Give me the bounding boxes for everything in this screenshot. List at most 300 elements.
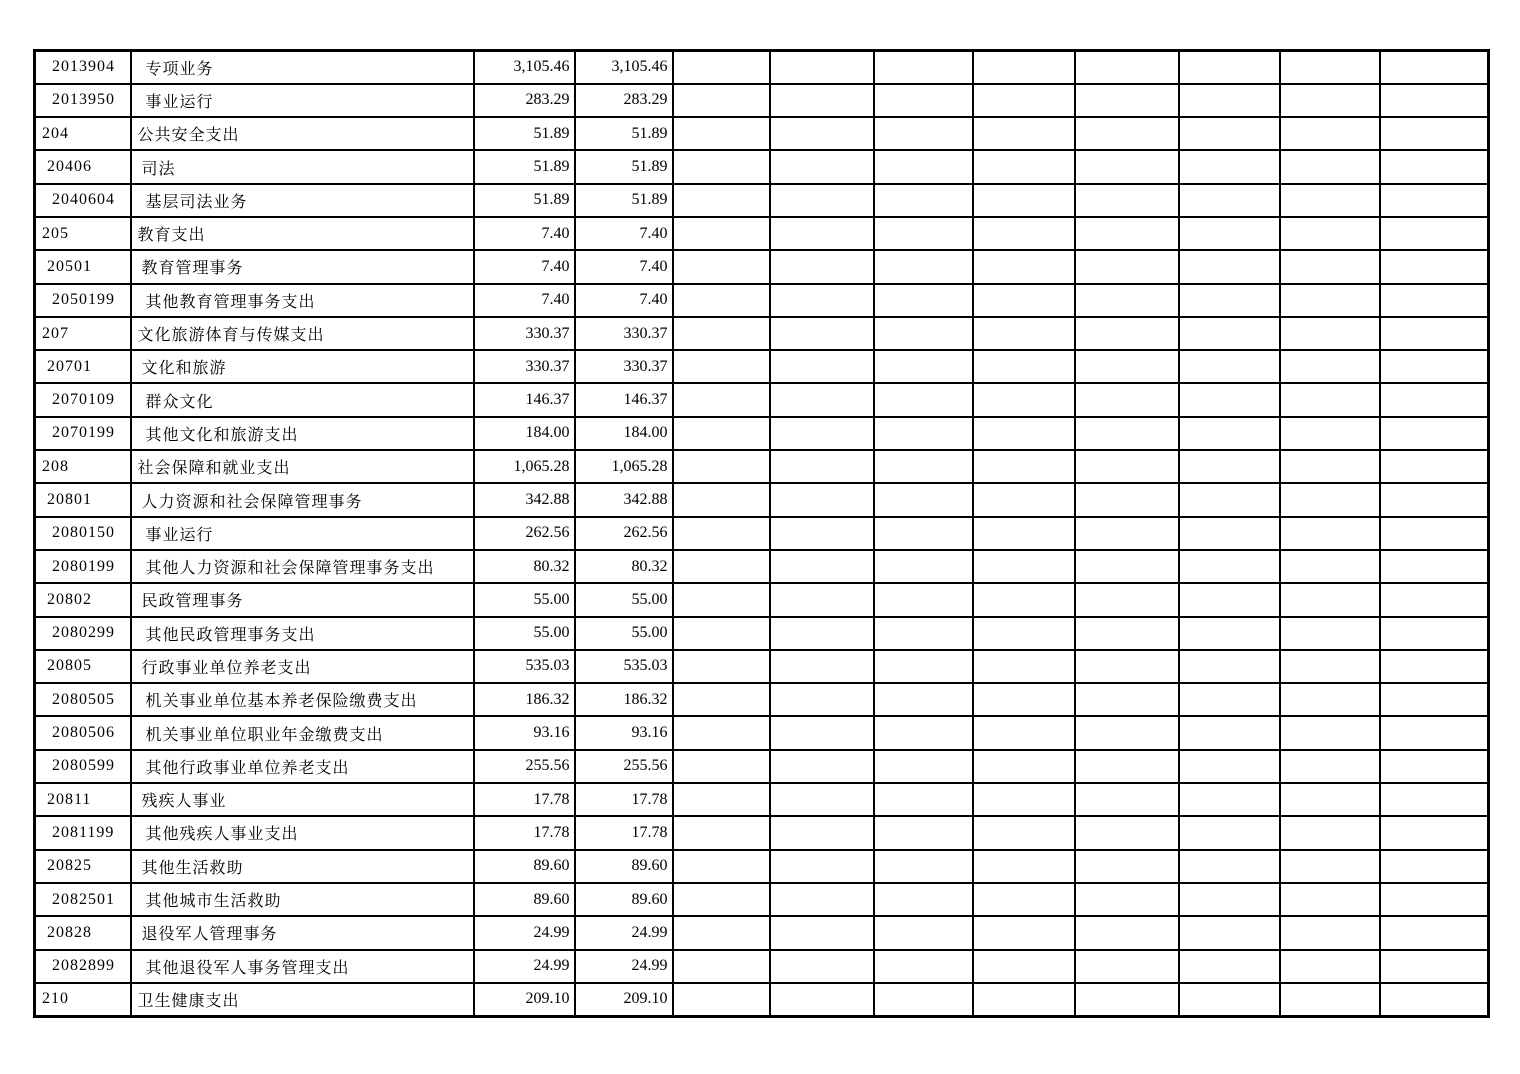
- row-amount-col1: 262.56: [474, 517, 575, 550]
- empty-cell: [770, 850, 874, 883]
- empty-cell: [973, 350, 1075, 383]
- row-amount-col2: 146.37: [575, 383, 673, 416]
- empty-cell: [1075, 650, 1179, 683]
- empty-cell: [1179, 816, 1280, 849]
- empty-cell: [1280, 983, 1380, 1016]
- empty-cell: [973, 284, 1075, 317]
- empty-cell: [1280, 750, 1380, 783]
- row-description: 事业运行: [131, 84, 474, 117]
- empty-cell: [673, 517, 770, 550]
- table-row: [35, 750, 1489, 783]
- empty-cell: [770, 916, 874, 949]
- empty-cell: [1280, 816, 1380, 849]
- row-amount-col2: 342.88: [575, 483, 673, 516]
- empty-cell: [1380, 850, 1489, 883]
- row-description: 其他行政事业单位养老支出: [131, 750, 474, 783]
- empty-cell: [1280, 117, 1380, 150]
- row-description: 退役军人管理事务: [131, 916, 474, 949]
- empty-cell: [1380, 117, 1489, 150]
- row-amount-col1: 255.56: [474, 750, 575, 783]
- empty-cell: [1380, 583, 1489, 616]
- empty-cell: [874, 284, 973, 317]
- empty-cell: [874, 317, 973, 350]
- empty-cell: [1179, 750, 1280, 783]
- row-code: 20828: [35, 916, 131, 949]
- empty-cell: [1179, 483, 1280, 516]
- row-amount-col2: 262.56: [575, 517, 673, 550]
- table-row: [35, 417, 1489, 450]
- row-amount-col2: 17.78: [575, 783, 673, 816]
- row-amount-col1: 330.37: [474, 350, 575, 383]
- empty-cell: [673, 983, 770, 1016]
- row-amount-col1: 186.32: [474, 683, 575, 716]
- empty-cell: [1380, 816, 1489, 849]
- empty-cell: [673, 683, 770, 716]
- empty-cell: [874, 517, 973, 550]
- empty-cell: [1075, 716, 1179, 749]
- row-amount-col2: 89.60: [575, 883, 673, 916]
- empty-cell: [770, 150, 874, 183]
- empty-cell: [1280, 916, 1380, 949]
- row-code: 2080299: [35, 617, 131, 650]
- empty-cell: [874, 350, 973, 383]
- row-amount-col1: 7.40: [474, 284, 575, 317]
- empty-cell: [770, 317, 874, 350]
- empty-cell: [973, 750, 1075, 783]
- empty-cell: [1075, 883, 1179, 916]
- empty-cell: [1179, 716, 1280, 749]
- table-row: [35, 783, 1489, 816]
- empty-cell: [770, 450, 874, 483]
- empty-cell: [673, 583, 770, 616]
- empty-cell: [770, 250, 874, 283]
- row-amount-col2: 55.00: [575, 617, 673, 650]
- empty-cell: [1179, 383, 1280, 416]
- table-row: [35, 284, 1489, 317]
- empty-cell: [973, 150, 1075, 183]
- row-code: 2082899: [35, 950, 131, 983]
- row-code: 20802: [35, 583, 131, 616]
- empty-cell: [1179, 317, 1280, 350]
- empty-cell: [673, 816, 770, 849]
- empty-cell: [1380, 150, 1489, 183]
- row-code: 20811: [35, 783, 131, 816]
- empty-cell: [874, 550, 973, 583]
- empty-cell: [1280, 284, 1380, 317]
- empty-cell: [1280, 483, 1380, 516]
- row-code: 2040604: [35, 184, 131, 217]
- empty-cell: [1179, 450, 1280, 483]
- row-description: 残疾人事业: [131, 783, 474, 816]
- empty-cell: [973, 84, 1075, 117]
- row-code: 205: [35, 217, 131, 250]
- empty-cell: [673, 850, 770, 883]
- empty-cell: [673, 550, 770, 583]
- empty-cell: [1075, 350, 1179, 383]
- empty-cell: [1179, 583, 1280, 616]
- empty-cell: [1280, 417, 1380, 450]
- empty-cell: [973, 450, 1075, 483]
- row-amount-col1: 7.40: [474, 250, 575, 283]
- empty-cell: [1075, 51, 1179, 84]
- table-body: [35, 51, 1489, 1017]
- empty-cell: [1179, 650, 1280, 683]
- row-amount-col2: 51.89: [575, 150, 673, 183]
- row-description: 人力资源和社会保障管理事务: [131, 483, 474, 516]
- row-amount-col2: 55.00: [575, 583, 673, 616]
- empty-cell: [874, 883, 973, 916]
- row-description: 专项业务: [131, 51, 474, 84]
- empty-cell: [1075, 117, 1179, 150]
- empty-cell: [1380, 383, 1489, 416]
- empty-cell: [673, 217, 770, 250]
- empty-cell: [1280, 650, 1380, 683]
- empty-cell: [1380, 650, 1489, 683]
- empty-cell: [973, 184, 1075, 217]
- row-description: 教育管理事务: [131, 250, 474, 283]
- row-description: 教育支出: [131, 217, 474, 250]
- empty-cell: [874, 383, 973, 416]
- empty-cell: [1380, 550, 1489, 583]
- empty-cell: [1075, 550, 1179, 583]
- table-row: [35, 816, 1489, 849]
- empty-cell: [874, 417, 973, 450]
- table-row: [35, 250, 1489, 283]
- row-amount-col1: 51.89: [474, 117, 575, 150]
- empty-cell: [770, 650, 874, 683]
- empty-cell: [1380, 916, 1489, 949]
- empty-cell: [1179, 84, 1280, 117]
- row-code: 20805: [35, 650, 131, 683]
- table-row: [35, 850, 1489, 883]
- empty-cell: [1380, 750, 1489, 783]
- table-row: [35, 117, 1489, 150]
- empty-cell: [973, 650, 1075, 683]
- row-description: 其他民政管理事务支出: [131, 617, 474, 650]
- row-amount-col1: 17.78: [474, 783, 575, 816]
- empty-cell: [1179, 983, 1280, 1016]
- row-code: 2013904: [35, 51, 131, 84]
- row-description: 其他残疾人事业支出: [131, 816, 474, 849]
- table-row: [35, 550, 1489, 583]
- row-description: 其他人力资源和社会保障管理事务支出: [131, 550, 474, 583]
- table-row: [35, 916, 1489, 949]
- empty-cell: [673, 617, 770, 650]
- empty-cell: [1280, 850, 1380, 883]
- empty-cell: [1280, 317, 1380, 350]
- empty-cell: [1380, 716, 1489, 749]
- empty-cell: [973, 983, 1075, 1016]
- empty-cell: [770, 84, 874, 117]
- row-amount-col1: 24.99: [474, 916, 575, 949]
- table-row: [35, 317, 1489, 350]
- empty-cell: [973, 517, 1075, 550]
- row-amount-col2: 7.40: [575, 250, 673, 283]
- table-row: [35, 450, 1489, 483]
- row-description: 基层司法业务: [131, 184, 474, 217]
- empty-cell: [1380, 250, 1489, 283]
- row-amount-col1: 51.89: [474, 184, 575, 217]
- empty-cell: [1280, 250, 1380, 283]
- table-row: [35, 716, 1489, 749]
- row-amount-col1: 55.00: [474, 583, 575, 616]
- table-row: [35, 983, 1489, 1016]
- row-code: 2080506: [35, 716, 131, 749]
- empty-cell: [1179, 217, 1280, 250]
- row-amount-col2: 17.78: [575, 816, 673, 849]
- empty-cell: [973, 483, 1075, 516]
- empty-cell: [874, 716, 973, 749]
- empty-cell: [1075, 184, 1179, 217]
- row-code: 20801: [35, 483, 131, 516]
- empty-cell: [1179, 517, 1280, 550]
- row-description: 其他退役军人事务管理支出: [131, 950, 474, 983]
- row-amount-col1: 184.00: [474, 417, 575, 450]
- row-code: 2070109: [35, 383, 131, 416]
- row-description: 机关事业单位职业年金缴费支出: [131, 716, 474, 749]
- row-amount-col2: 186.32: [575, 683, 673, 716]
- empty-cell: [1280, 383, 1380, 416]
- empty-cell: [1075, 583, 1179, 616]
- empty-cell: [673, 284, 770, 317]
- empty-cell: [973, 51, 1075, 84]
- empty-cell: [1280, 184, 1380, 217]
- row-description: 文化旅游体育与传媒支出: [131, 317, 474, 350]
- empty-cell: [973, 683, 1075, 716]
- row-code: 20501: [35, 250, 131, 283]
- empty-cell: [1075, 150, 1179, 183]
- empty-cell: [1380, 217, 1489, 250]
- row-amount-col2: 330.37: [575, 317, 673, 350]
- empty-cell: [1179, 916, 1280, 949]
- empty-cell: [1179, 184, 1280, 217]
- row-description: 司法: [131, 150, 474, 183]
- row-code: 204: [35, 117, 131, 150]
- empty-cell: [1179, 150, 1280, 183]
- row-amount-col1: 89.60: [474, 883, 575, 916]
- empty-cell: [1280, 150, 1380, 183]
- table-row: [35, 184, 1489, 217]
- empty-cell: [973, 250, 1075, 283]
- empty-cell: [973, 950, 1075, 983]
- row-code: 207: [35, 317, 131, 350]
- empty-cell: [1075, 317, 1179, 350]
- empty-cell: [1075, 483, 1179, 516]
- row-code: 20406: [35, 150, 131, 183]
- empty-cell: [1380, 883, 1489, 916]
- table-row: [35, 617, 1489, 650]
- empty-cell: [973, 916, 1075, 949]
- empty-cell: [1075, 950, 1179, 983]
- row-description: 社会保障和就业支出: [131, 450, 474, 483]
- empty-cell: [673, 51, 770, 84]
- row-description: 卫生健康支出: [131, 983, 474, 1016]
- empty-cell: [874, 916, 973, 949]
- row-code: 2070199: [35, 417, 131, 450]
- empty-cell: [973, 117, 1075, 150]
- row-amount-col1: 1,065.28: [474, 450, 575, 483]
- empty-cell: [770, 816, 874, 849]
- empty-cell: [1280, 84, 1380, 117]
- empty-cell: [1380, 483, 1489, 516]
- table-row: [35, 51, 1489, 84]
- row-amount-col1: 17.78: [474, 816, 575, 849]
- empty-cell: [1075, 284, 1179, 317]
- row-amount-col2: 93.16: [575, 716, 673, 749]
- empty-cell: [770, 683, 874, 716]
- empty-cell: [973, 783, 1075, 816]
- row-amount-col2: 3,105.46: [575, 51, 673, 84]
- empty-cell: [1280, 683, 1380, 716]
- empty-cell: [874, 850, 973, 883]
- row-amount-col2: 283.29: [575, 84, 673, 117]
- row-description: 机关事业单位基本养老保险缴费支出: [131, 683, 474, 716]
- empty-cell: [770, 883, 874, 916]
- row-code: 2082501: [35, 883, 131, 916]
- row-amount-col2: 7.40: [575, 284, 673, 317]
- empty-cell: [1380, 417, 1489, 450]
- row-amount-col1: 146.37: [474, 383, 575, 416]
- empty-cell: [1179, 51, 1280, 84]
- empty-cell: [673, 783, 770, 816]
- empty-cell: [770, 517, 874, 550]
- row-code: 2013950: [35, 84, 131, 117]
- empty-cell: [1075, 816, 1179, 849]
- row-amount-col2: 7.40: [575, 217, 673, 250]
- empty-cell: [1380, 517, 1489, 550]
- empty-cell: [770, 217, 874, 250]
- empty-cell: [1380, 51, 1489, 84]
- row-amount-col2: 24.99: [575, 950, 673, 983]
- empty-cell: [1179, 350, 1280, 383]
- empty-cell: [874, 450, 973, 483]
- row-amount-col2: 209.10: [575, 983, 673, 1016]
- empty-cell: [874, 750, 973, 783]
- empty-cell: [973, 383, 1075, 416]
- empty-cell: [1380, 184, 1489, 217]
- empty-cell: [874, 250, 973, 283]
- empty-cell: [673, 650, 770, 683]
- row-amount-col2: 1,065.28: [575, 450, 673, 483]
- empty-cell: [973, 583, 1075, 616]
- empty-cell: [770, 51, 874, 84]
- empty-cell: [1179, 617, 1280, 650]
- row-amount-col1: 89.60: [474, 850, 575, 883]
- empty-cell: [874, 117, 973, 150]
- table-row: [35, 350, 1489, 383]
- row-amount-col1: 93.16: [474, 716, 575, 749]
- row-code: 20701: [35, 350, 131, 383]
- empty-cell: [1280, 450, 1380, 483]
- empty-cell: [874, 483, 973, 516]
- empty-cell: [874, 950, 973, 983]
- empty-cell: [1179, 550, 1280, 583]
- empty-cell: [1179, 417, 1280, 450]
- row-amount-col2: 51.89: [575, 117, 673, 150]
- row-code: 2050199: [35, 284, 131, 317]
- empty-cell: [770, 483, 874, 516]
- table-row: [35, 683, 1489, 716]
- empty-cell: [673, 350, 770, 383]
- empty-cell: [1075, 217, 1179, 250]
- row-amount-col1: 7.40: [474, 217, 575, 250]
- empty-cell: [673, 417, 770, 450]
- row-amount-col1: 80.32: [474, 550, 575, 583]
- row-amount-col2: 51.89: [575, 184, 673, 217]
- empty-cell: [1179, 284, 1280, 317]
- row-amount-col1: 330.37: [474, 317, 575, 350]
- empty-cell: [1179, 683, 1280, 716]
- row-description: 其他城市生活救助: [131, 883, 474, 916]
- empty-cell: [1380, 617, 1489, 650]
- empty-cell: [1280, 217, 1380, 250]
- empty-cell: [673, 150, 770, 183]
- empty-cell: [1380, 350, 1489, 383]
- empty-cell: [1075, 683, 1179, 716]
- row-code: 20825: [35, 850, 131, 883]
- empty-cell: [1280, 617, 1380, 650]
- row-amount-col2: 184.00: [575, 417, 673, 450]
- empty-cell: [1280, 716, 1380, 749]
- empty-cell: [770, 783, 874, 816]
- empty-cell: [1380, 683, 1489, 716]
- empty-cell: [874, 783, 973, 816]
- empty-cell: [1380, 950, 1489, 983]
- row-code: 2080505: [35, 683, 131, 716]
- row-description: 文化和旅游: [131, 350, 474, 383]
- empty-cell: [874, 650, 973, 683]
- row-code: 2080199: [35, 550, 131, 583]
- budget-expenditure-table: [33, 49, 1490, 1018]
- row-amount-col2: 255.56: [575, 750, 673, 783]
- empty-cell: [874, 583, 973, 616]
- empty-cell: [770, 383, 874, 416]
- table-row: [35, 650, 1489, 683]
- empty-cell: [874, 617, 973, 650]
- row-description: 其他教育管理事务支出: [131, 284, 474, 317]
- empty-cell: [770, 417, 874, 450]
- empty-cell: [1075, 84, 1179, 117]
- empty-cell: [770, 184, 874, 217]
- empty-cell: [973, 417, 1075, 450]
- empty-cell: [770, 716, 874, 749]
- row-amount-col2: 330.37: [575, 350, 673, 383]
- row-code: 2080599: [35, 750, 131, 783]
- empty-cell: [673, 750, 770, 783]
- table-row: [35, 517, 1489, 550]
- empty-cell: [1075, 850, 1179, 883]
- row-description: 其他文化和旅游支出: [131, 417, 474, 450]
- table-row: [35, 883, 1489, 916]
- table-row: [35, 950, 1489, 983]
- empty-cell: [874, 184, 973, 217]
- row-description: 行政事业单位养老支出: [131, 650, 474, 683]
- empty-cell: [673, 84, 770, 117]
- empty-cell: [770, 284, 874, 317]
- empty-cell: [874, 816, 973, 849]
- row-amount-col2: 89.60: [575, 850, 673, 883]
- row-amount-col2: 80.32: [575, 550, 673, 583]
- empty-cell: [1075, 783, 1179, 816]
- empty-cell: [673, 450, 770, 483]
- empty-cell: [874, 683, 973, 716]
- empty-cell: [1380, 983, 1489, 1016]
- empty-cell: [1075, 417, 1179, 450]
- empty-cell: [874, 84, 973, 117]
- empty-cell: [673, 117, 770, 150]
- empty-cell: [1280, 517, 1380, 550]
- empty-cell: [673, 950, 770, 983]
